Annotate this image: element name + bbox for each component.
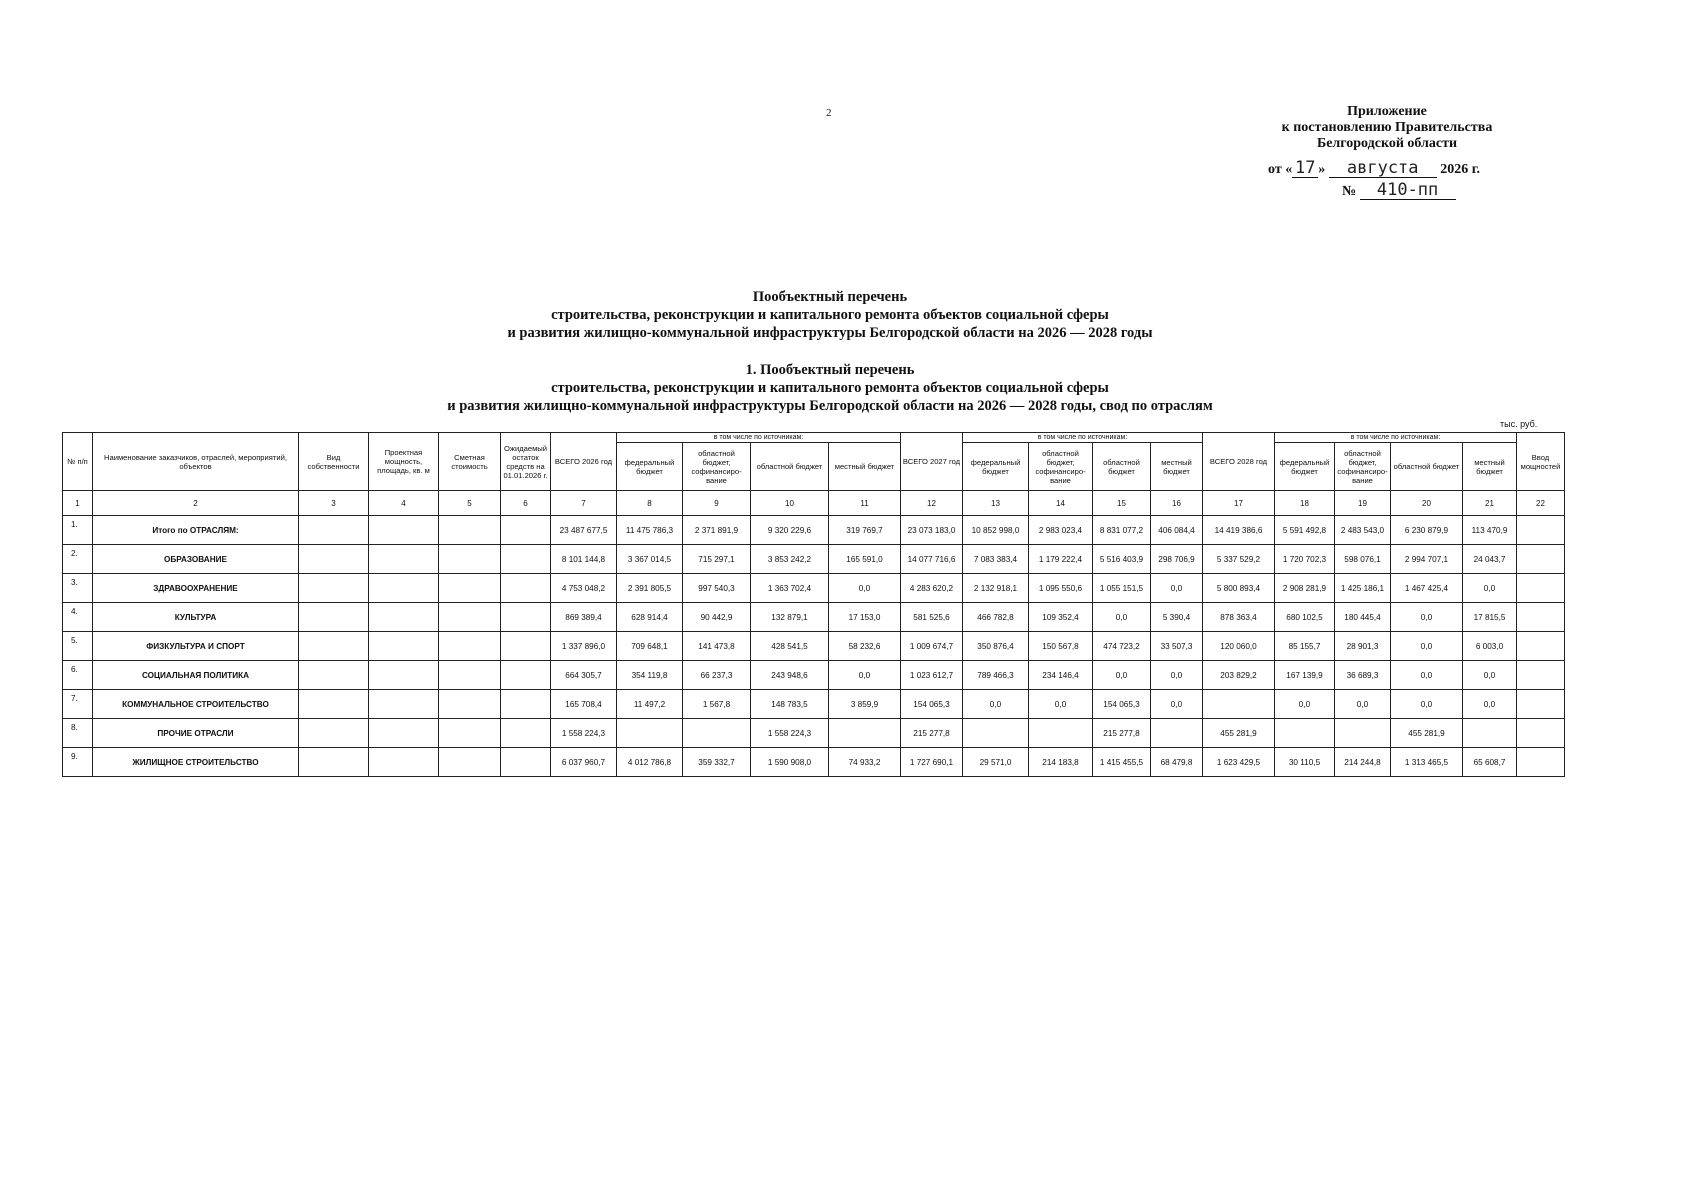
table-cell: 243 948,6 bbox=[751, 661, 829, 690]
column-number: 5 bbox=[439, 491, 501, 516]
column-number: 9 bbox=[683, 491, 751, 516]
table-cell: 120 060,0 bbox=[1203, 632, 1275, 661]
appendix-line-1: Приложение bbox=[1347, 104, 1427, 119]
table-cell: 214 183,8 bbox=[1029, 748, 1093, 777]
table-cell: 598 076,1 bbox=[1335, 545, 1391, 574]
column-number: 21 bbox=[1463, 491, 1517, 516]
table-cell bbox=[439, 748, 501, 777]
decree-number bbox=[1342, 182, 1456, 200]
header-cofin-2027: областной бюджет, софинансиро-вание bbox=[1029, 443, 1093, 491]
table-cell bbox=[369, 661, 439, 690]
table-cell: 715 297,1 bbox=[683, 545, 751, 574]
table-cell: 359 332,7 bbox=[683, 748, 751, 777]
appendix-line-3: Белгородской области bbox=[1316, 136, 1458, 151]
table-cell: 0,0 bbox=[1275, 690, 1335, 719]
column-number: 1 bbox=[63, 491, 93, 516]
row-number: 5. bbox=[63, 632, 93, 661]
table-cell bbox=[439, 690, 501, 719]
column-number: 12 bbox=[901, 491, 963, 516]
table-cell: 24 043,7 bbox=[1463, 545, 1517, 574]
table-cell: 2 483 543,0 bbox=[1335, 516, 1391, 545]
header-num: № п/п bbox=[63, 433, 93, 491]
table-cell bbox=[1517, 545, 1565, 574]
table-cell: 5 337 529,2 bbox=[1203, 545, 1275, 574]
column-number: 6 bbox=[501, 491, 551, 516]
table-cell bbox=[1517, 719, 1565, 748]
table-cell: 428 541,5 bbox=[751, 632, 829, 661]
title-line-3: и развития жилищно-коммунальной инфраструктуры Белгородской области на 2026 — 2028 годы bbox=[507, 325, 1153, 341]
row-number: 2. bbox=[63, 545, 93, 574]
header-ownership: Вид собственности bbox=[299, 433, 369, 491]
table-cell: 23 073 183,0 bbox=[901, 516, 963, 545]
table-cell: 165 708,4 bbox=[551, 690, 617, 719]
table-cell: 1 055 151,5 bbox=[1093, 574, 1151, 603]
table-cell: 0,0 bbox=[1151, 661, 1203, 690]
table-cell: 1 623 429,5 bbox=[1203, 748, 1275, 777]
table-cell bbox=[299, 603, 369, 632]
table-row bbox=[63, 632, 1565, 661]
column-number: 2 bbox=[93, 491, 299, 516]
table-cell bbox=[369, 545, 439, 574]
table-cell bbox=[1335, 719, 1391, 748]
table-cell: 5 800 893,4 bbox=[1203, 574, 1275, 603]
table-cell: 154 065,3 bbox=[1093, 690, 1151, 719]
table-cell bbox=[299, 719, 369, 748]
table-cell: 350 876,4 bbox=[963, 632, 1029, 661]
row-name: ЖИЛИЩНОЕ СТРОИТЕЛЬСТВО bbox=[93, 748, 299, 777]
table-cell bbox=[299, 632, 369, 661]
table-cell: 85 155,7 bbox=[1275, 632, 1335, 661]
table-cell: 1 179 222,4 bbox=[1029, 545, 1093, 574]
table-cell: 0,0 bbox=[1335, 690, 1391, 719]
table-cell bbox=[1517, 748, 1565, 777]
table-cell: 4 012 786,8 bbox=[617, 748, 683, 777]
table-cell bbox=[1517, 603, 1565, 632]
table-cell: 6 037 960,7 bbox=[551, 748, 617, 777]
table-cell: 1 558 224,3 bbox=[551, 719, 617, 748]
table-cell: 5 390,4 bbox=[1151, 603, 1203, 632]
table-cell bbox=[299, 545, 369, 574]
date-mid: » bbox=[1318, 162, 1326, 177]
table-cell: 8 101 144,8 bbox=[551, 545, 617, 574]
table-cell bbox=[369, 603, 439, 632]
table-cell bbox=[501, 748, 551, 777]
header-cofin-2026: областной бюджет, софинансиро-вание bbox=[683, 443, 751, 491]
column-number: 11 bbox=[829, 491, 901, 516]
table-cell bbox=[1517, 632, 1565, 661]
header-group-2026: в том числе по источникам: bbox=[617, 433, 901, 443]
column-number: 8 bbox=[617, 491, 683, 516]
table-cell bbox=[369, 748, 439, 777]
table-cell: 1 009 674,7 bbox=[901, 632, 963, 661]
table-cell: 406 084,4 bbox=[1151, 516, 1203, 545]
table-cell: 466 782,8 bbox=[963, 603, 1029, 632]
table-cell bbox=[299, 690, 369, 719]
section-title-line-2: строительства, реконструкции и капитального ремонта объектов социальной сферы bbox=[551, 380, 1109, 396]
table-cell: 10 852 998,0 bbox=[963, 516, 1029, 545]
table-cell bbox=[1517, 516, 1565, 545]
row-number: 1. bbox=[63, 516, 93, 545]
table-cell: 1 467 425,4 bbox=[1391, 574, 1463, 603]
table-cell: 1 590 908,0 bbox=[751, 748, 829, 777]
table-cell bbox=[369, 719, 439, 748]
table-cell bbox=[683, 719, 751, 748]
table-cell bbox=[617, 719, 683, 748]
header-regional-2028: областной бюджет bbox=[1391, 443, 1463, 491]
table-cell: 1 727 690,1 bbox=[901, 748, 963, 777]
table-cell: 0,0 bbox=[1093, 603, 1151, 632]
document-title bbox=[380, 288, 1280, 342]
column-number: 22 bbox=[1517, 491, 1565, 516]
table-cell bbox=[299, 574, 369, 603]
table-cell bbox=[439, 516, 501, 545]
section-title bbox=[380, 361, 1280, 415]
table-cell bbox=[299, 516, 369, 545]
table-cell: 90 442,9 bbox=[683, 603, 751, 632]
column-number: 10 bbox=[751, 491, 829, 516]
table-cell: 11 497,2 bbox=[617, 690, 683, 719]
table-cell: 3 853 242,2 bbox=[751, 545, 829, 574]
table-cell bbox=[439, 661, 501, 690]
row-name: ОБРАЗОВАНИЕ bbox=[93, 545, 299, 574]
header-total-2026: ВСЕГО 2026 год bbox=[551, 433, 617, 491]
table-cell: 1 337 896,0 bbox=[551, 632, 617, 661]
header-regional-2027: областной бюджет bbox=[1093, 443, 1151, 491]
date-prefix: от « bbox=[1268, 162, 1293, 177]
header-federal-2027: федеральный бюджет bbox=[963, 443, 1029, 491]
column-number: 18 bbox=[1275, 491, 1335, 516]
table-cell: 1 425 186,1 bbox=[1335, 574, 1391, 603]
table-cell: 0,0 bbox=[1029, 690, 1093, 719]
header-total-2027: ВСЕГО 2027 год bbox=[901, 433, 963, 491]
table-cell bbox=[501, 545, 551, 574]
table-cell: 0,0 bbox=[1391, 690, 1463, 719]
column-number: 19 bbox=[1335, 491, 1391, 516]
table-cell: 0,0 bbox=[1151, 574, 1203, 603]
table-cell: 23 487 677,5 bbox=[551, 516, 617, 545]
table-cell bbox=[501, 603, 551, 632]
table-cell bbox=[501, 632, 551, 661]
number-value: 410-пп bbox=[1360, 182, 1456, 200]
table-cell: 33 507,3 bbox=[1151, 632, 1203, 661]
table-cell: 997 540,3 bbox=[683, 574, 751, 603]
table-cell: 17 153,0 bbox=[829, 603, 901, 632]
table-cell: 0,0 bbox=[1391, 632, 1463, 661]
table-cell bbox=[299, 661, 369, 690]
table-cell: 214 244,8 bbox=[1335, 748, 1391, 777]
table-row bbox=[63, 661, 1565, 690]
table-cell: 455 281,9 bbox=[1203, 719, 1275, 748]
table-cell bbox=[1151, 719, 1203, 748]
table-cell bbox=[439, 603, 501, 632]
table-cell: 0,0 bbox=[829, 661, 901, 690]
table-cell bbox=[501, 690, 551, 719]
table-cell: 150 567,8 bbox=[1029, 632, 1093, 661]
table-cell: 113 470,9 bbox=[1463, 516, 1517, 545]
table-cell: 0,0 bbox=[963, 690, 1029, 719]
table-cell bbox=[369, 690, 439, 719]
row-number: 7. bbox=[63, 690, 93, 719]
header-capacity: Проектная мощность, площадь, кв. м bbox=[369, 433, 439, 491]
table-cell: 29 571,0 bbox=[963, 748, 1029, 777]
title-line-2: строительства, реконструкции и капитального ремонта объектов социальной сферы bbox=[551, 307, 1109, 323]
table-cell: 1 567,8 bbox=[683, 690, 751, 719]
table-cell: 36 689,3 bbox=[1335, 661, 1391, 690]
table-cell: 1 415 455,5 bbox=[1093, 748, 1151, 777]
table-cell: 0,0 bbox=[1463, 661, 1517, 690]
table-cell: 30 110,5 bbox=[1275, 748, 1335, 777]
row-name: ФИЗКУЛЬТУРА И СПОРТ bbox=[93, 632, 299, 661]
table-cell bbox=[439, 545, 501, 574]
column-number: 14 bbox=[1029, 491, 1093, 516]
table-cell: 17 815,5 bbox=[1463, 603, 1517, 632]
table-cell: 7 083 383,4 bbox=[963, 545, 1029, 574]
table-row bbox=[63, 603, 1565, 632]
table-row bbox=[63, 516, 1565, 545]
table-row bbox=[63, 545, 1565, 574]
table-cell: 148 783,5 bbox=[751, 690, 829, 719]
table-cell: 11 475 786,3 bbox=[617, 516, 683, 545]
date-day: 17 bbox=[1292, 160, 1318, 178]
table-cell: 5 591 492,8 bbox=[1275, 516, 1335, 545]
table-cell: 65 608,7 bbox=[1463, 748, 1517, 777]
table-cell: 0,0 bbox=[1391, 661, 1463, 690]
table-cell: 4 283 620,2 bbox=[901, 574, 963, 603]
table-cell: 0,0 bbox=[1093, 661, 1151, 690]
header-total-2028: ВСЕГО 2028 год bbox=[1203, 433, 1275, 491]
table-cell: 68 479,8 bbox=[1151, 748, 1203, 777]
table-cell: 66 237,3 bbox=[683, 661, 751, 690]
decree-date bbox=[1268, 160, 1480, 178]
header-commissioning: Ввод мощностей bbox=[1517, 433, 1565, 491]
table-cell: 165 591,0 bbox=[829, 545, 901, 574]
table-row bbox=[63, 748, 1565, 777]
table-cell: 132 879,1 bbox=[751, 603, 829, 632]
row-name: ПРОЧИЕ ОТРАСЛИ bbox=[93, 719, 299, 748]
table-cell: 6 230 879,9 bbox=[1391, 516, 1463, 545]
table-cell: 664 305,7 bbox=[551, 661, 617, 690]
table-cell: 0,0 bbox=[1463, 574, 1517, 603]
table-cell: 8 831 077,2 bbox=[1093, 516, 1151, 545]
table-cell: 2 391 805,5 bbox=[617, 574, 683, 603]
table-cell: 474 723,2 bbox=[1093, 632, 1151, 661]
table-cell: 2 994 707,1 bbox=[1391, 545, 1463, 574]
table-cell: 14 419 386,6 bbox=[1203, 516, 1275, 545]
table-cell: 2 132 918,1 bbox=[963, 574, 1029, 603]
column-number: 17 bbox=[1203, 491, 1275, 516]
units-label: тыс. руб. bbox=[1500, 419, 1538, 429]
table-cell: 319 769,7 bbox=[829, 516, 901, 545]
section-title-line-1: 1. Пообъектный перечень bbox=[745, 362, 915, 378]
table-cell bbox=[963, 719, 1029, 748]
header-federal-2026: федеральный бюджет bbox=[617, 443, 683, 491]
table-cell bbox=[501, 661, 551, 690]
table-cell: 878 363,4 bbox=[1203, 603, 1275, 632]
table-cell: 2 908 281,9 bbox=[1275, 574, 1335, 603]
header-expected: Ожидаемый остаток средств на 01.01.2026 г. bbox=[501, 433, 551, 491]
number-prefix: № bbox=[1342, 184, 1357, 199]
table-row bbox=[63, 690, 1565, 719]
header-local-2028: местный бюджет bbox=[1463, 443, 1517, 491]
table-cell: 2 371 891,9 bbox=[683, 516, 751, 545]
summary-table bbox=[62, 432, 1565, 777]
table-cell bbox=[369, 516, 439, 545]
table-cell: 1 720 702,3 bbox=[1275, 545, 1335, 574]
table-cell bbox=[829, 719, 901, 748]
row-name: Итого по ОТРАСЛЯМ: bbox=[93, 516, 299, 545]
table-cell: 5 516 403,9 bbox=[1093, 545, 1151, 574]
table-cell: 215 277,8 bbox=[1093, 719, 1151, 748]
table-cell: 58 232,6 bbox=[829, 632, 901, 661]
column-number: 7 bbox=[551, 491, 617, 516]
title-line-1: Пообъектный перечень bbox=[752, 289, 908, 305]
column-number: 15 bbox=[1093, 491, 1151, 516]
table-cell: 1 558 224,3 bbox=[751, 719, 829, 748]
header-estimate: Сметная стоимость bbox=[439, 433, 501, 491]
table-cell: 2 983 023,4 bbox=[1029, 516, 1093, 545]
table-cell bbox=[1517, 661, 1565, 690]
table-cell: 581 525,6 bbox=[901, 603, 963, 632]
header-regional-2026: областной бюджет bbox=[751, 443, 829, 491]
table-cell: 3 367 014,5 bbox=[617, 545, 683, 574]
table-cell: 1 095 550,6 bbox=[1029, 574, 1093, 603]
table-cell: 1 023 612,7 bbox=[901, 661, 963, 690]
page-number: 2 bbox=[826, 107, 832, 119]
appendix-line-2: к постановлению Правительства bbox=[1281, 120, 1493, 135]
column-number: 20 bbox=[1391, 491, 1463, 516]
header-local-2026: местный бюджет bbox=[829, 443, 901, 491]
section-title-line-3: и развития жилищно-коммунальной инфраструктуры Белгородской области на 2026 — 2028 годы, свод по отраслям bbox=[447, 398, 1213, 414]
header-name: Наименование заказчиков, отраслей, мероприятий, объектов bbox=[93, 433, 299, 491]
table-cell: 455 281,9 bbox=[1391, 719, 1463, 748]
table-cell: 0,0 bbox=[1391, 603, 1463, 632]
table-cell bbox=[439, 574, 501, 603]
table-cell: 154 065,3 bbox=[901, 690, 963, 719]
table-cell bbox=[1275, 719, 1335, 748]
header-local-2027: местный бюджет bbox=[1151, 443, 1203, 491]
table-cell: 3 859,9 bbox=[829, 690, 901, 719]
table-cell bbox=[439, 719, 501, 748]
row-name: СОЦИАЛЬНАЯ ПОЛИТИКА bbox=[93, 661, 299, 690]
row-number: 6. bbox=[63, 661, 93, 690]
table-cell: 628 914,4 bbox=[617, 603, 683, 632]
table-cell: 0,0 bbox=[1151, 690, 1203, 719]
table-cell bbox=[1517, 690, 1565, 719]
table-cell bbox=[501, 516, 551, 545]
header-cofin-2028: областной бюджет, софинансиро-вание bbox=[1335, 443, 1391, 491]
table-cell bbox=[1029, 719, 1093, 748]
row-number: 3. bbox=[63, 574, 93, 603]
row-number: 4. bbox=[63, 603, 93, 632]
table-cell: 680 102,5 bbox=[1275, 603, 1335, 632]
column-number: 3 bbox=[299, 491, 369, 516]
table-cell: 869 389,4 bbox=[551, 603, 617, 632]
table-cell: 298 706,9 bbox=[1151, 545, 1203, 574]
table-cell: 234 146,4 bbox=[1029, 661, 1093, 690]
table-cell bbox=[1463, 719, 1517, 748]
column-number: 4 bbox=[369, 491, 439, 516]
appendix-block bbox=[1262, 104, 1512, 152]
date-year: 2026 г. bbox=[1440, 162, 1480, 177]
column-number: 16 bbox=[1151, 491, 1203, 516]
table-cell: 215 277,8 bbox=[901, 719, 963, 748]
header-group-2028: в том числе по источникам: bbox=[1275, 433, 1517, 443]
table-cell: 109 352,4 bbox=[1029, 603, 1093, 632]
table-cell bbox=[369, 632, 439, 661]
row-name: КОММУНАЛЬНОЕ СТРОИТЕЛЬСТВО bbox=[93, 690, 299, 719]
table-cell bbox=[1203, 690, 1275, 719]
table-cell: 0,0 bbox=[1463, 690, 1517, 719]
table-cell: 0,0 bbox=[829, 574, 901, 603]
table-cell: 9 320 229,6 bbox=[751, 516, 829, 545]
row-number: 8. bbox=[63, 719, 93, 748]
row-name: КУЛЬТУРА bbox=[93, 603, 299, 632]
table-cell: 180 445,4 bbox=[1335, 603, 1391, 632]
row-name: ЗДРАВООХРАНЕНИЕ bbox=[93, 574, 299, 603]
table-cell bbox=[369, 574, 439, 603]
table-cell bbox=[439, 632, 501, 661]
table-cell: 4 753 048,2 bbox=[551, 574, 617, 603]
table-cell: 6 003,0 bbox=[1463, 632, 1517, 661]
table-cell bbox=[299, 748, 369, 777]
table-cell bbox=[501, 719, 551, 748]
column-number-row bbox=[63, 491, 1565, 516]
table-row bbox=[63, 719, 1565, 748]
column-number: 13 bbox=[963, 491, 1029, 516]
date-month: августа bbox=[1329, 160, 1437, 178]
header-federal-2028: федеральный бюджет bbox=[1275, 443, 1335, 491]
table-cell: 709 648,1 bbox=[617, 632, 683, 661]
table-row bbox=[63, 574, 1565, 603]
table-cell: 203 829,2 bbox=[1203, 661, 1275, 690]
header-group-2027: в том числе по источникам: bbox=[963, 433, 1203, 443]
table-cell bbox=[501, 574, 551, 603]
table-cell bbox=[1517, 574, 1565, 603]
table-cell: 789 466,3 bbox=[963, 661, 1029, 690]
row-number: 9. bbox=[63, 748, 93, 777]
table-cell: 354 119,8 bbox=[617, 661, 683, 690]
table-cell: 14 077 716,6 bbox=[901, 545, 963, 574]
table-cell: 1 313 465,5 bbox=[1391, 748, 1463, 777]
table-cell: 167 139,9 bbox=[1275, 661, 1335, 690]
table-cell: 74 933,2 bbox=[829, 748, 901, 777]
table-cell: 141 473,8 bbox=[683, 632, 751, 661]
table-cell: 1 363 702,4 bbox=[751, 574, 829, 603]
table-cell: 28 901,3 bbox=[1335, 632, 1391, 661]
